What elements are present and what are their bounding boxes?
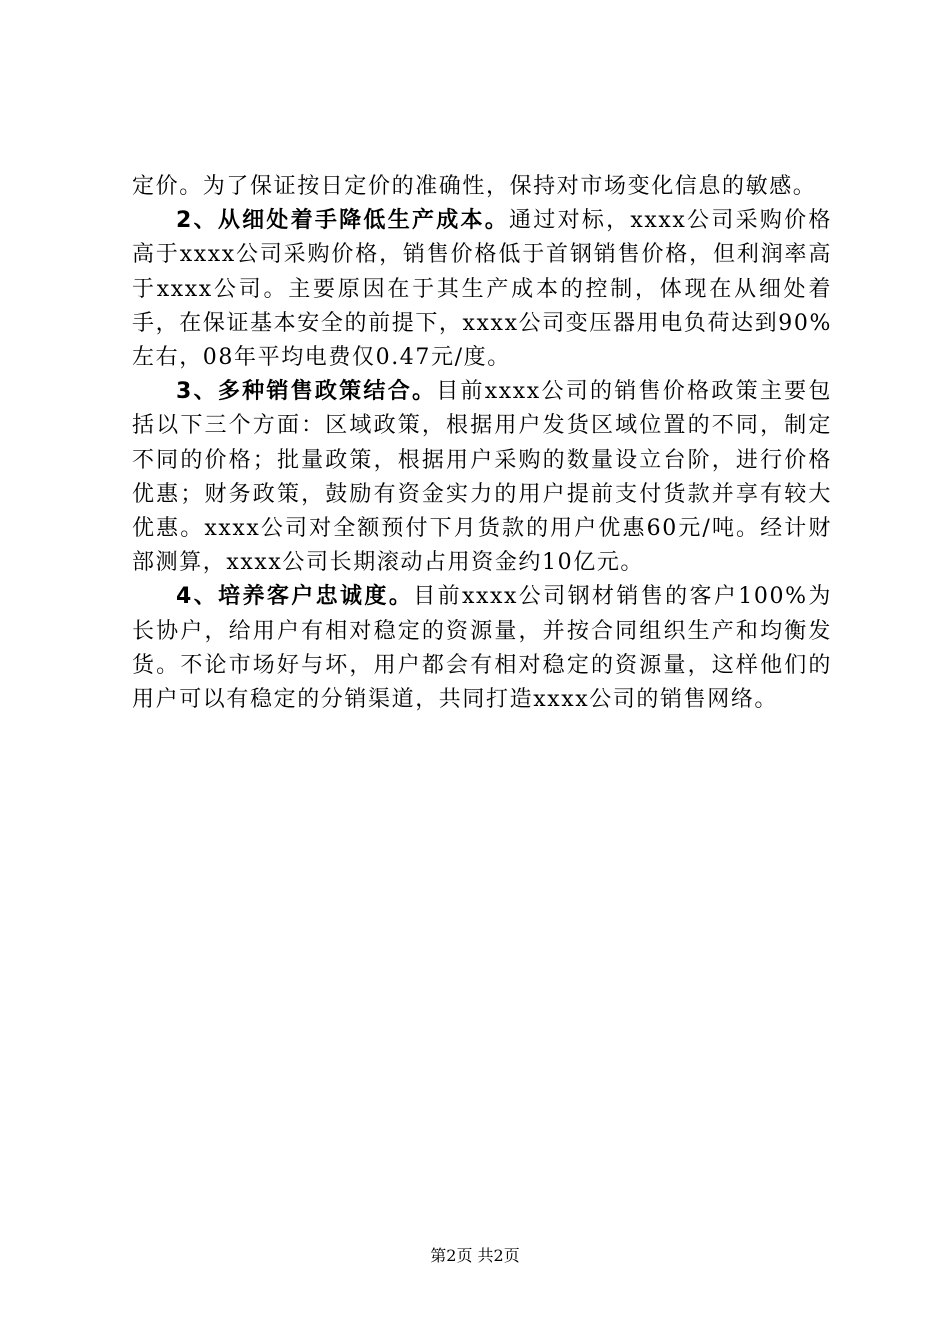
paragraph-section-4	[132, 580, 832, 717]
paragraph-section-2	[132, 204, 832, 375]
paragraph-text: 通过对标，xxxx公司采购价格高于xxxx公司采购价格，销售价格低于首钢销售价格，但利润率高于xxxx公司。主要原因在于其生产成本的控制，体现在从细处着手，在保证基本安全的前提下，xxxx公司变压器用电负荷达到90%左右，08年平均电费仅0.47元/度。	[132, 208, 832, 371]
section-heading: 4、培养客户忠诚度。	[176, 584, 414, 610]
page-number-label: 第2页 共2页	[430, 1246, 520, 1265]
paragraph-text: 目前xxxx公司的销售价格政策主要包括以下三个方面：区域政策，根据用户发货区域位置的不同，制定不同的价格；批量政策，根据用户采购的数量设立台阶，进行价格优惠；财务政策，鼓励有资金实力的用户提前支付货款并享有较大优惠。xxxx公司对全额预付下月货款的用户优惠60元/吨。经计财部测算，xxxx公司长期滚动占用资金约10亿元。	[132, 379, 832, 576]
paragraph-continuation	[132, 170, 832, 204]
paragraph-section-3	[132, 375, 832, 580]
section-heading: 3、多种销售政策结合。	[176, 379, 437, 405]
page-footer	[0, 1243, 950, 1266]
paragraph-text: 目前xxxx公司钢材销售的客户100%为长协户，给用户有相对稳定的资源量，并按合同组织生产和均衡发货。不论市场好与坏，用户都会有相对稳定的资源量，这样他们的用户可以有稳定的分销渠道，共同打造xxxx公司的销售网络。	[132, 584, 832, 713]
section-heading: 2、从细处着手降低生产成本。	[176, 208, 510, 234]
document-body	[132, 170, 832, 717]
paragraph-text: 定价。为了保证按日定价的准确性，保持对市场变化信息的敏感。	[132, 174, 817, 199]
